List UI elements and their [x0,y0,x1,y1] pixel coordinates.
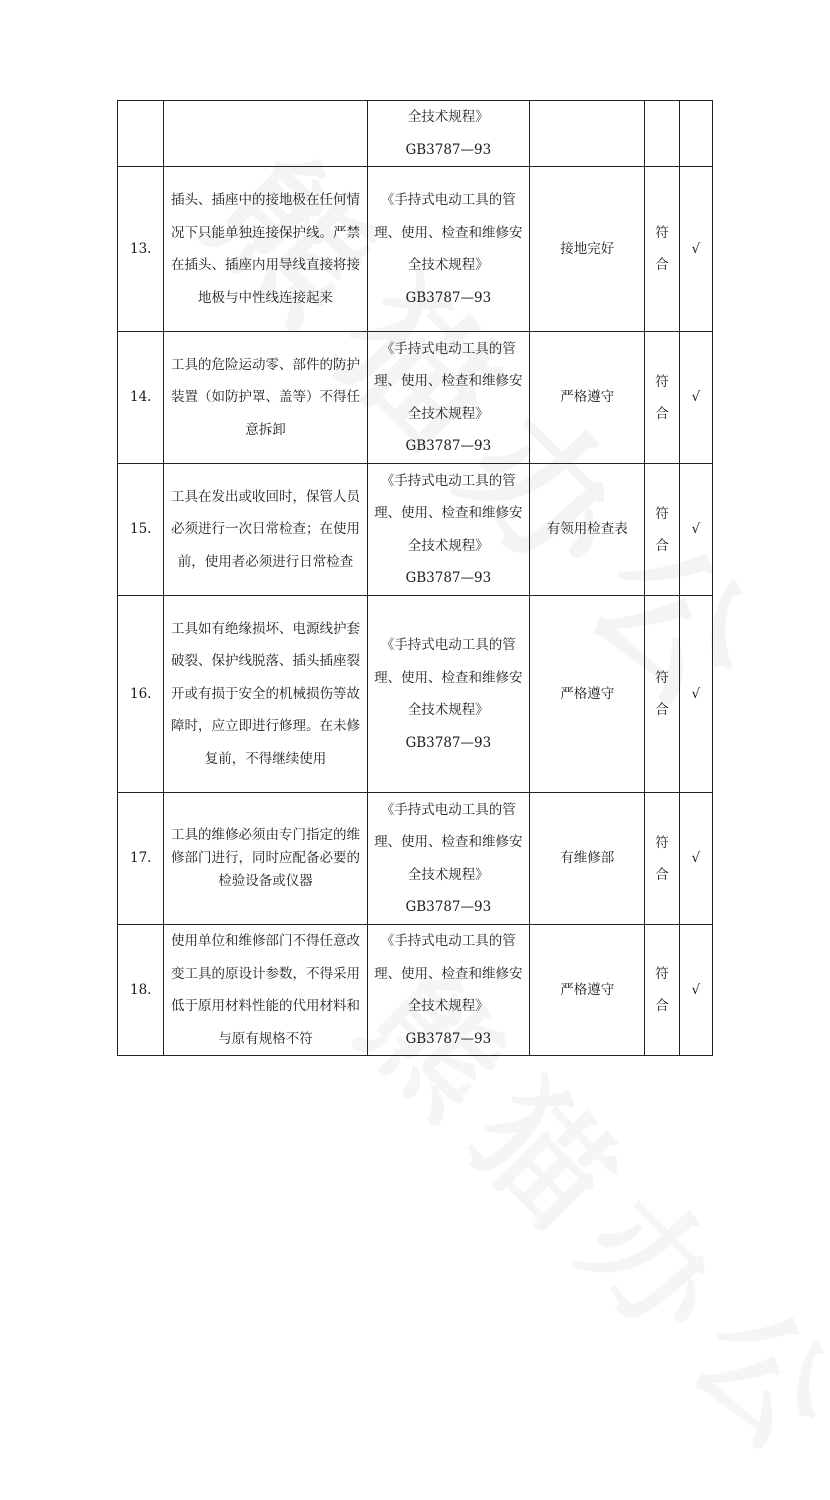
result-text: 符 合 [645,925,679,1056]
row-number: 17. [118,793,164,925]
row-number: 13. [118,167,164,332]
check-mark: √ [679,793,712,925]
result-text: 符 合 [645,332,679,464]
status-text: 有领用检查表 [530,464,645,596]
status-text: 严格遵守 [530,332,645,464]
basis-text: 《手持式电动工具的管 理、使用、检查和维修安 全技术规程》 GB3787—93 [367,925,530,1056]
cell-check [679,101,712,167]
requirement-text: 插头、插座中的接地极在任何情况下只能单独连接保护线。严禁在插头、插座内用导线直接将接地极与中性线连接起来 [164,167,367,332]
status-text: 严格遵守 [530,596,645,793]
basis-text: 《手持式电动工具的管 理、使用、检查和维修安 全技术规程》 GB3787—93 [367,332,530,464]
requirement-text: 使用单位和维修部门不得任意改变工具的原设计参数，不得采用低于原用材料性能的代用材料和与原有规格不符 [164,925,367,1056]
requirement-text: 工具如有绝缘损坏、电源线护套破裂、保护线脱落、插头插座裂开或有损于安全的机械损伤等故障时，应立即进行修理。在未修复前，不得继续使用 [164,596,367,793]
basis-text: 《手持式电动工具的管 理、使用、检查和维修安 全技术规程》 GB3787—93 [367,464,530,596]
table-row [118,793,713,925]
check-mark: √ [679,596,712,793]
basis-text: 《手持式电动工具的管 理、使用、检查和维修安 全技术规程》 GB3787—93 [367,596,530,793]
basis-text: 《手持式电动工具的管 理、使用、检查和维修安 全技术规程》 GB3787—93 [367,793,530,925]
table-row [118,464,713,596]
row-number: 15. [118,464,164,596]
table-row [118,596,713,793]
requirement-text: 工具的危险运动零、部件的防护装置（如防护罩、盖等）不得任意拆卸 [164,332,367,464]
check-mark: √ [679,925,712,1056]
table-row-continued [118,101,713,167]
basis-text: 《手持式电动工具的管 理、使用、检查和维修安 全技术规程》 GB3787—93 [367,167,530,332]
row-number: 14. [118,332,164,464]
check-mark: √ [679,464,712,596]
cell-requirement [164,101,367,167]
cell-status [530,101,645,167]
cell-num [118,101,164,167]
check-mark: √ [679,332,712,464]
result-text: 符 合 [645,596,679,793]
table-row [118,332,713,464]
requirement-text: 工具在发出或收回时，保管人员必须进行一次日常检查；在使用前，使用者必须进行日常检查 [164,464,367,596]
result-text: 符 合 [645,793,679,925]
row-number: 18. [118,925,164,1056]
result-text: 符 合 [645,464,679,596]
table-row [118,167,713,332]
status-text: 接地完好 [530,167,645,332]
cell-result [645,101,679,167]
result-text: 符 合 [645,167,679,332]
table-row [118,925,713,1056]
requirement-text: 工具的维修必须由专门指定的维修部门进行，同时应配备必要的检验设备或仪器 [164,793,367,925]
status-text: 严格遵守 [530,925,645,1056]
status-text: 有维修部 [530,793,645,925]
cell-basis: 全技术规程》 GB3787—93 [367,101,530,167]
check-mark: √ [679,167,712,332]
inspection-table [117,100,713,1056]
row-number: 16. [118,596,164,793]
